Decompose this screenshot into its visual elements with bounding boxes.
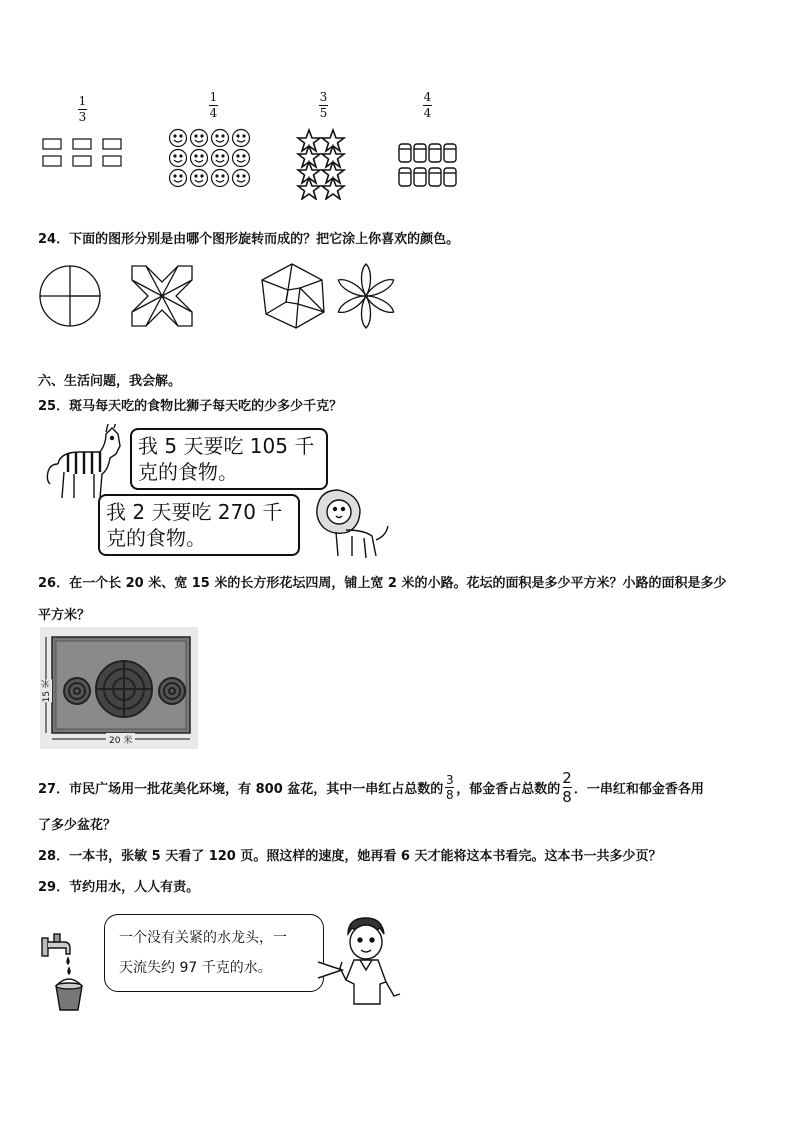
fraction-denominator: 5 [319,106,328,120]
question-25: 25．斑马每天吃的食物比狮子每天吃的少多少千克？ [38,399,343,414]
lion-speech-line-2: 克的食物。 [106,526,206,550]
fraction-denominator: 8 [445,788,454,802]
flowerbed-photo [40,627,198,749]
zebra-illustration [40,424,132,504]
boy-illustration [330,912,406,1008]
lion-speech-bubble [98,494,300,556]
lion-illustration [312,486,394,562]
fraction-denominator: 4 [423,106,432,120]
question-24: 24．下面的图形分别是由哪个图形旋转而成的？把它涂上你喜欢的颜色。 [38,232,460,247]
flowerbed-width-label: 20 米 [106,733,135,746]
fraction-numerator: 3 [319,90,328,104]
rectangles-figure [40,135,130,171]
fraction-numerator: 2 [562,769,572,787]
faucet-bucket-illustration [40,932,100,1016]
hexagon-figure [262,264,324,328]
pinwheel-figure [40,266,100,326]
section-title: 六、生活问题，我会解。 [38,374,182,389]
lion-speech-line-1: 我 2 天要吃 270 千 [106,500,283,524]
question-27-part-1: 27．市民广场用一批花美化环境，有 800 盆花，其中一串红占总数的 [38,782,444,797]
water-speech-line-2: 天流失约 97 千克的水。 [119,960,272,976]
fraction-1-3 [78,95,87,124]
question-27-line-1 [38,770,704,805]
stars-figure [296,128,352,200]
fraction-numerator: 1 [78,94,87,108]
water-speech-bubble [104,914,324,992]
fraction-denominator: 8 [562,788,572,806]
question-27-part-3: ．一串红和郁金香各用 [573,782,704,797]
fraction-1-4 [209,91,218,120]
zebra-speech-line-2: 克的食物。 [138,460,238,484]
water-speech-line-1: 一个没有关紧的水龙头，一 [119,930,287,946]
question-27-part-2: ，郁金香占总数的 [456,782,561,797]
flower-figure [336,264,396,328]
flowerbed-height-label: 15 米 [42,679,52,703]
question-27-line-2: 了多少盆花？ [38,818,117,833]
x-shape-figure [132,266,192,326]
smiley-faces-figure [166,126,256,190]
fraction-two-eighths [562,770,572,805]
question-26-line-2: 平方米？ [38,608,91,623]
fraction-3-5 [319,91,328,120]
flowerbed-drawing [40,627,198,749]
fraction-denominator: 4 [209,106,218,120]
fraction-denominator: 3 [78,110,87,124]
fraction-numerator: 3 [445,773,454,787]
cylinders-figure [396,140,462,192]
fraction-numerator: 4 [423,90,432,104]
fraction-three-eighths [445,774,454,801]
zebra-speech-bubble [130,428,328,490]
fraction-4-4 [423,91,432,120]
question-29: 29．节约用水，人人有责。 [38,880,200,895]
question-28: 28．一本书，张敏 5 天看了 120 页。照这样的速度，她再看 6 天才能将这本书看完。这本书一共多少页？ [38,849,662,864]
zebra-speech-line-1: 我 5 天要吃 105 千 [138,434,315,458]
question-26-line-1: 26．在一个长 20 米、宽 15 米的长方形花坛四周，铺上宽 2 米的小路。花坛的面积是多少平方米？小路的面积是多少 [38,576,727,591]
fraction-numerator: 1 [209,90,218,104]
rotation-figures [36,260,406,332]
